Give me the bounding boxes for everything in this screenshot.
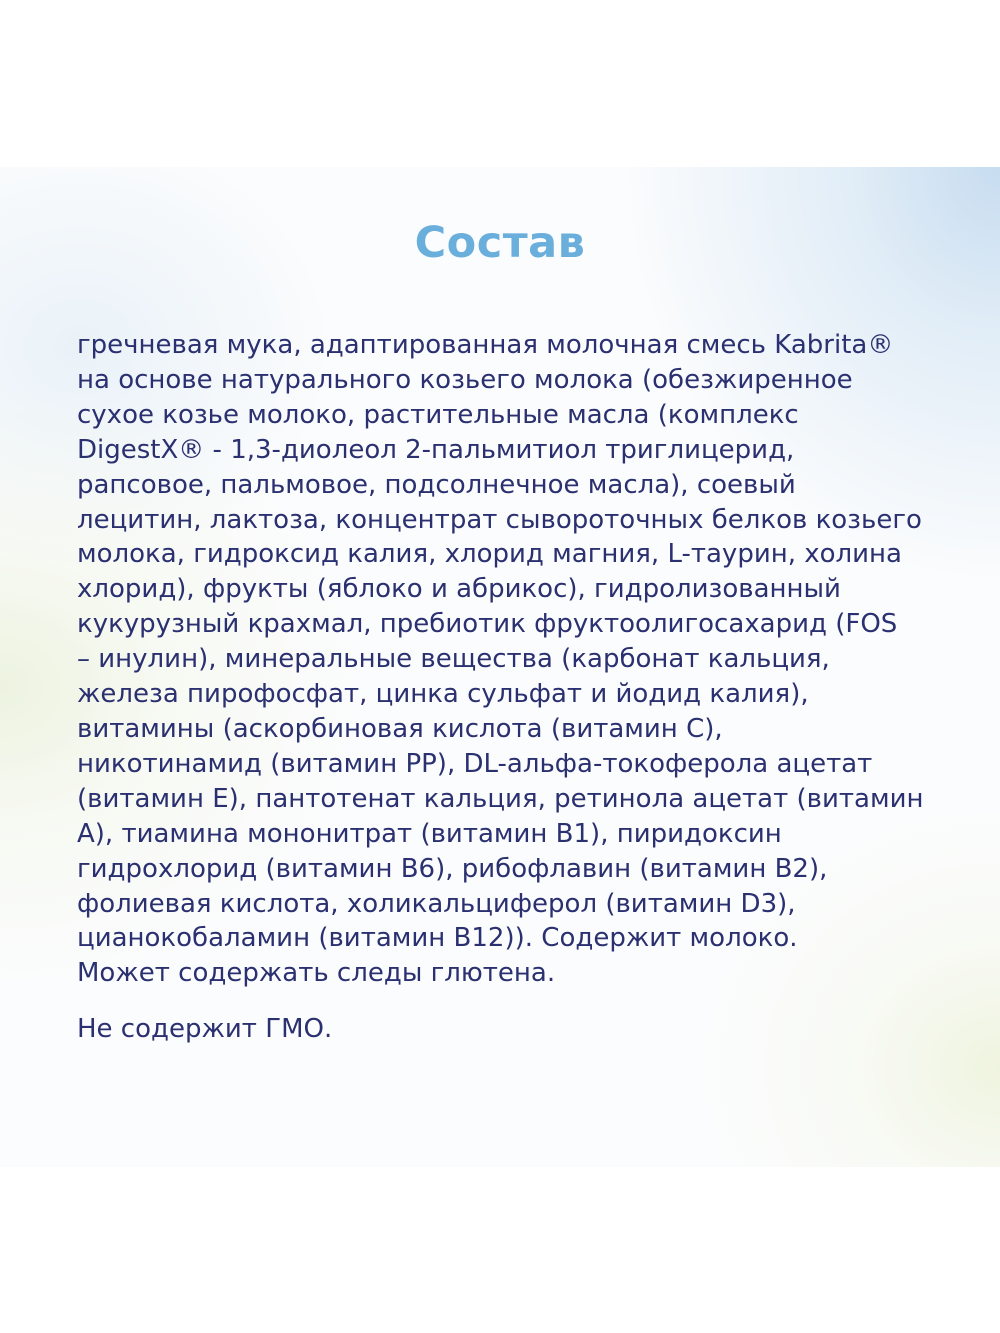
- composition-line: на основе натурального козьего молока (обезжиренное: [77, 364, 853, 395]
- composition-line: сухое козье молоко, растительные масла (комплекс: [77, 399, 799, 430]
- composition-line: железа пирофосфат, цинка сульфат и йодид калия),: [77, 679, 809, 710]
- composition-line: – инулин), минеральные вещества (карбонат кальция,: [77, 644, 830, 675]
- composition-line: (витамин Е), пантотенат кальция, ретинола ацетат (витамин: [77, 783, 924, 814]
- composition-line: гречневая мука, адаптированная молочная смесь Kabrita®: [77, 330, 894, 360]
- composition-line: витамины (аскорбиновая кислота (витамин С),: [77, 713, 723, 744]
- composition-line: А), тиамина мононитрат (витамин В1), пиридоксин: [77, 818, 782, 849]
- composition-line: фолиевая кислота, холикальциферол (витамин D3),: [77, 888, 796, 919]
- page-title: Состав: [414, 218, 586, 268]
- composition-line: кукурузный крахмал, пребиотик фруктоолигосахарид (FOS: [77, 609, 898, 640]
- composition-text: [77, 328, 949, 991]
- composition-line: рапсовое, пальмовое, подсолнечное масла), соевый: [77, 469, 796, 500]
- composition-line: Может содержать следы глютена.: [77, 958, 556, 989]
- gmo-note: Не содержит ГМО.: [77, 1014, 333, 1044]
- composition-line: DigestX® - 1,3-диолеол 2-пальмитиол триглицерид,: [77, 434, 795, 465]
- composition-line: цианокобаламин (витамин В12)). Содержит молоко.: [77, 923, 798, 954]
- composition-line: лецитин, лактоза, концентрат сывороточных белков козьего: [77, 504, 922, 535]
- composition-line: гидрохлорид (витамин В6), рибофлавин (витамин В2),: [77, 853, 828, 884]
- composition-line: молока, гидроксид калия, хлорид магния, L-таурин, холина: [77, 539, 902, 570]
- composition-line: никотинамид (витамин РР), DL-альфа-токоферола ацетат: [77, 748, 873, 779]
- composition-line: хлорид), фрукты (яблоко и абрикос), гидролизованный: [77, 574, 841, 605]
